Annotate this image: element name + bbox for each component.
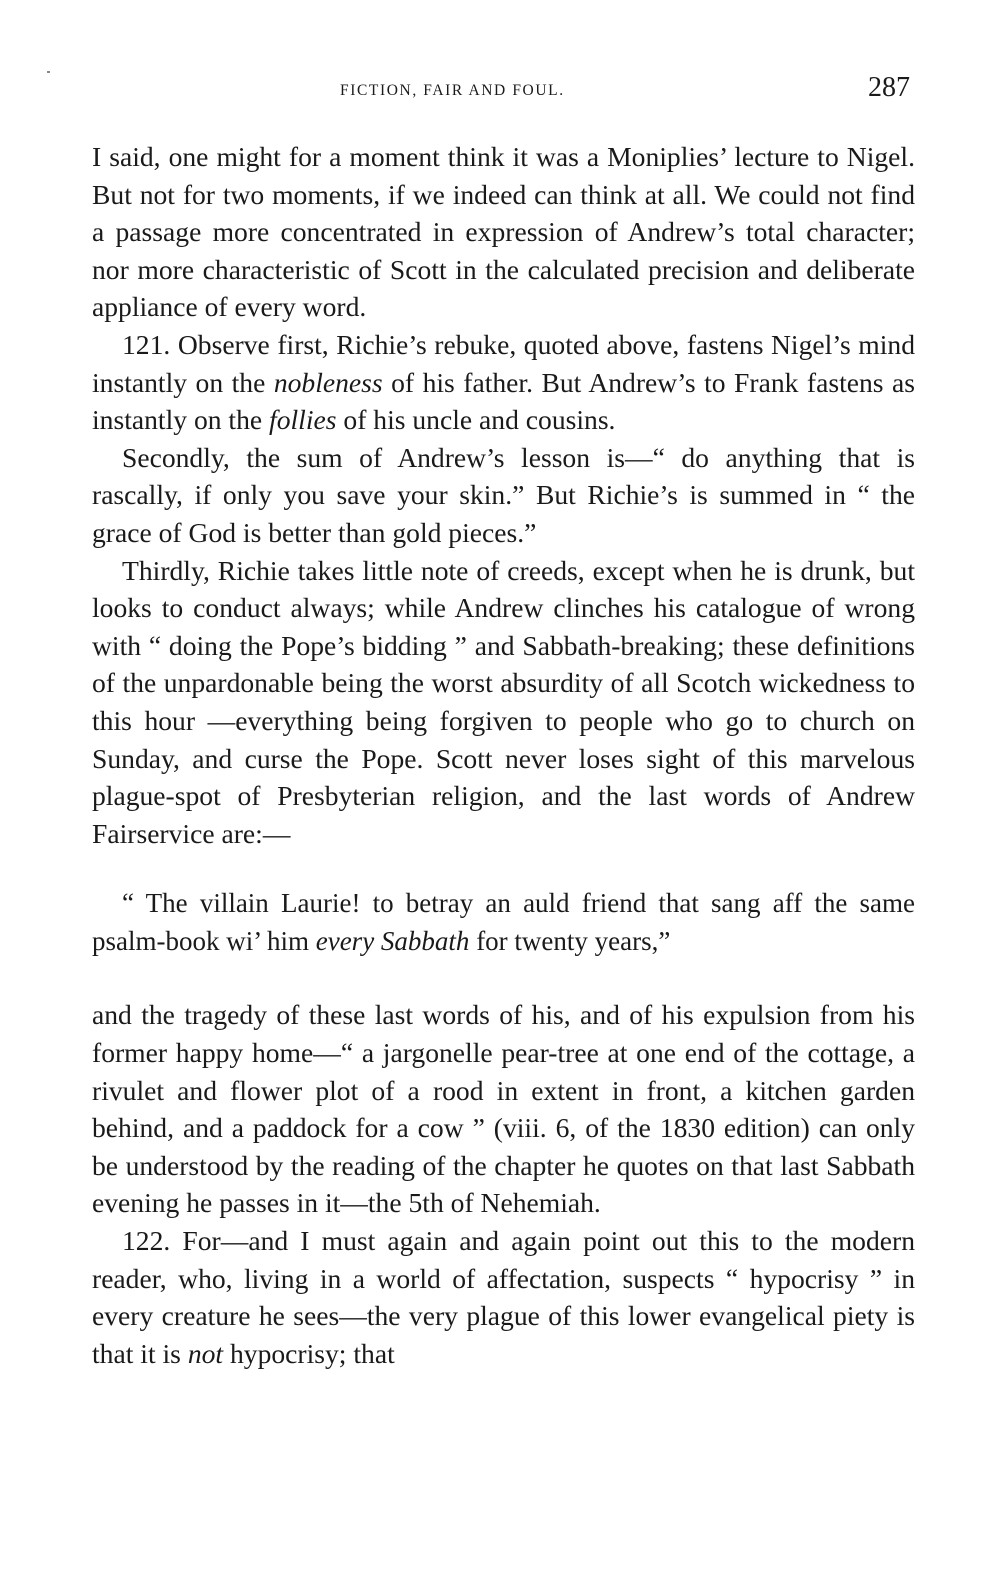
block-quote xyxy=(92,885,915,960)
paragraph-121-part: of his father. But Andrew’s to Frank fastens as instantly on the xyxy=(92,366,915,436)
paragraph-121-part: of his uncle and cousins. xyxy=(336,404,616,436)
paragraph-122-part: 122. For—and I must again and again point out this to the modern reader, who, living in a world of affectation, suspects “ hypocrisy ” in every creature he sees—the very plague of this lower evangelical piety is that it is xyxy=(92,1225,915,1369)
paragraph-continued: I said, one might for a moment think it was a Moniplies’ lecture to Nigel. But not for two moments, if we indeed can think at all. We could not find a passage more concentrated in expression of Andrew’s total character; nor more characteristic of Scott in the calculated precision and deliberate appliance of every word. xyxy=(92,141,915,323)
margin-speck xyxy=(47,71,50,73)
body-text xyxy=(92,138,915,1372)
emphasis-not: not xyxy=(187,1337,224,1369)
paragraph-122 xyxy=(92,1222,915,1372)
paragraph-121-part: 121. Observe first, Richie’s rebuke, quoted above, fastens Nigel’s mind instantly on the xyxy=(92,328,915,398)
paragraph-tragedy: and the tragedy of these last words of his, and of his expulsion from his former happy home—“ a jargonelle pear-tree at one end of the cottage, a rivulet and flower plot of a rood in extent in front, a kitchen garden behind, and a paddock for a cow ” (viii. 6, of the 1830 edition) can only be understood by the reading of the chapter he quotes on that last Sabbath evening he passes in it—the 5th of Nehemiah. xyxy=(92,999,915,1219)
running-title: FICTION, FAIR AND FOUL. xyxy=(340,82,565,99)
quote-part: “ The villain Laurie! to betray an auld friend that sang aff the same psalm-book wi’ him xyxy=(92,888,915,956)
paragraph-122-part: hypocrisy; that xyxy=(223,1337,395,1369)
emphasis-every-sabbath: every Sabbath xyxy=(315,925,470,956)
paragraph-secondly: Secondly, the sum of Andrew’s lesson is—“ do anything that is rascally, if only you save your skin.” But Richie’s is summed in “ the grace of God is better than gold pieces.” xyxy=(92,441,915,548)
page-header xyxy=(0,72,1000,112)
emphasis-nobleness: nobleness xyxy=(273,366,383,398)
paragraph-thirdly: Thirdly, Richie takes little note of creeds, except when he is drunk, but looks to conduct always; while Andrew clinches his catalogue of wrong with “ doing the Pope’s bidding ” and Sabbath-breaking; these definitions of the unpardonable being the worst absurdity of all Scotch wickedness to this hour —everything being forgiven to people who go to church on Sunday, and curse the Pope. Scott never loses sight of this marvelous plague-spot of Presbyterian religion, and the last words of Andrew Fairservice are:— xyxy=(92,554,915,849)
quote-part: for twenty years,” xyxy=(469,925,671,956)
page-number: 287 xyxy=(868,72,910,103)
paragraph-121 xyxy=(92,326,915,439)
emphasis-follies: follies xyxy=(269,404,337,436)
